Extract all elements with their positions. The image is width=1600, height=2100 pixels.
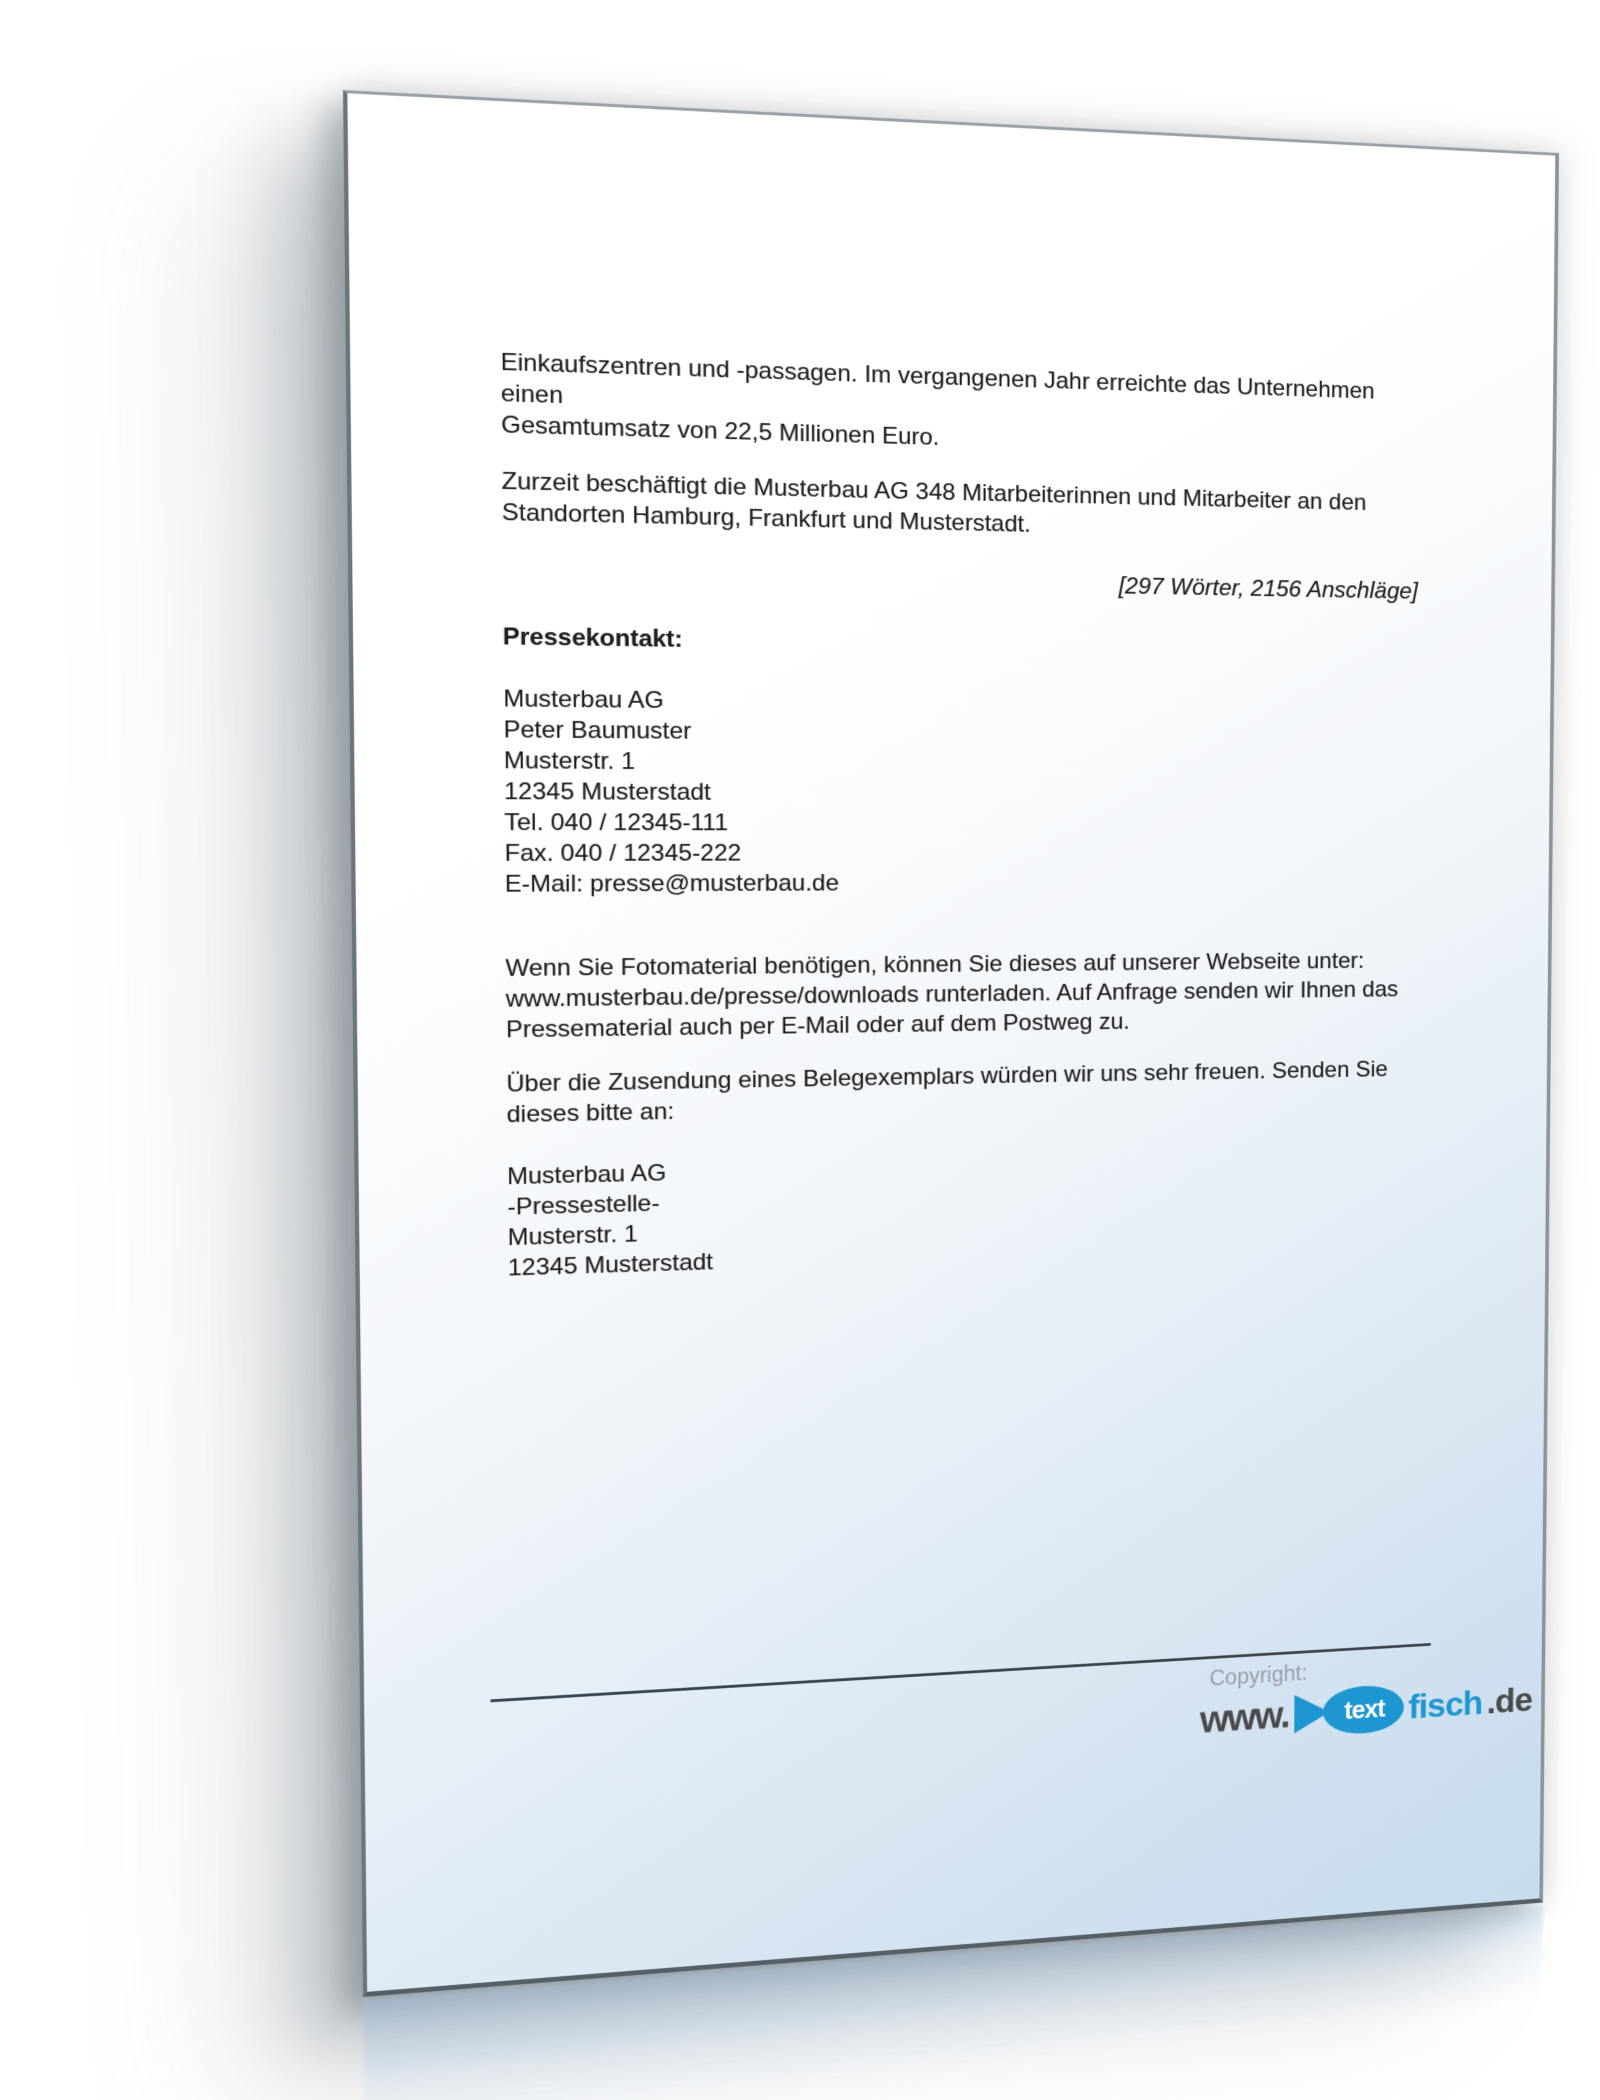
mailing-address-block: Musterbau AG -Pressestelle- Musterstr. 1 12345 Musterstadt (507, 1159, 714, 1282)
logo-www: www. (1199, 1693, 1289, 1742)
logo-fisch: fisch (1408, 1683, 1483, 1726)
page-content (347, 93, 1555, 1992)
copyright-label: Copyright: (1209, 1660, 1308, 1691)
voucher-request-paragraph: Über die Zusendung eines Belegexemplars würden wir uns sehr freuen. Senden Sie dieses bitte an: (506, 1056, 1388, 1129)
press-contact-block (502, 590, 1417, 930)
body-paragraph-revenue: Einkaufszentren und -passagen. Im vergangenen Jahr erreichte das Unternehmen einen Gesamtumsatz von 22,5 Millionen Euro. (500, 348, 1375, 451)
fish-icon (1292, 1682, 1405, 1740)
photo-material-paragraph: Wenn Sie Fotomaterial benötigen, können Sie dieses auf unserer Webseite unter: www.musterbau.de/presse/downloads runterladen. Auf Anfrage senden wir Ihnen das Pressematerial auch per E-Mail oder auf dem Postweg zu. (505, 948, 1399, 1044)
body-paragraph-employees: Zurzeit beschäftigt die Musterbau AG 348 Mitarbeiterinnen und Mitarbeiter an den Standorten Hamburg, Frankfurt und Musterstadt. (501, 467, 1367, 538)
press-contact-details: Musterbau AG Peter Baumuster Musterstr. 1 12345 Musterstadt Tel. 040 / 12345-111 Fax. 040 / 12345-222 E-Mail: presse@musterbau.de (503, 685, 839, 898)
word-count-note: [297 Wörter, 2156 Anschläge] (1118, 573, 1419, 605)
logo-de: .de (1486, 1680, 1533, 1721)
document-page (343, 90, 1559, 1997)
press-contact-heading: Pressekontakt: (502, 623, 683, 653)
logo-fish-text: text (1344, 1694, 1385, 1725)
